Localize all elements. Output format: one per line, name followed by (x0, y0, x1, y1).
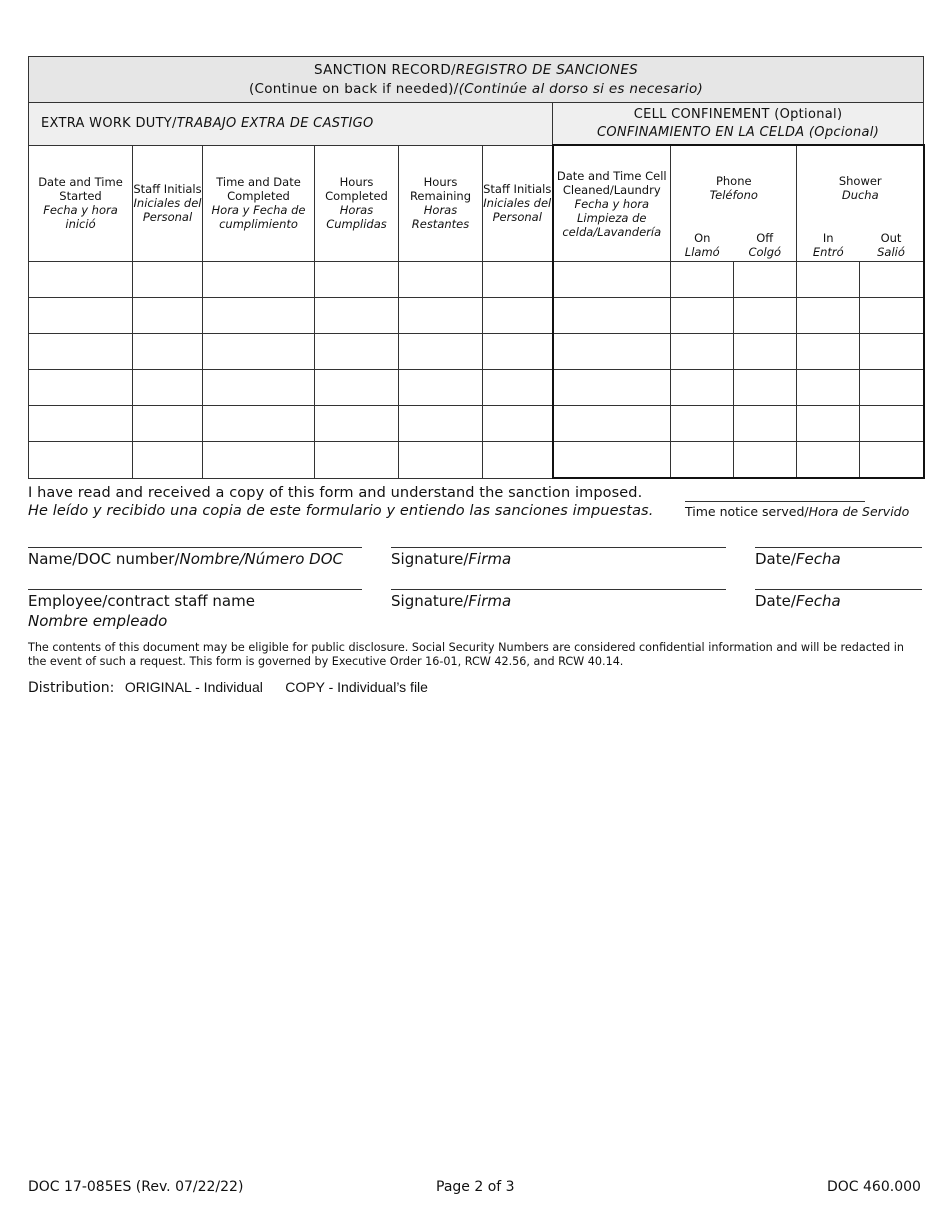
cell-input[interactable] (29, 298, 133, 334)
table-row (29, 442, 924, 479)
cell-input[interactable] (399, 298, 483, 334)
cell-input[interactable] (133, 370, 203, 406)
distribution-line: Distribution: ORIGINAL - Individual COPY - Individual’s file (28, 679, 428, 696)
cell-input[interactable] (315, 262, 399, 298)
cell-input[interactable] (133, 298, 203, 334)
cell-input[interactable] (399, 406, 483, 442)
acknowledgement-text: I have read and received a copy of this form and understand the sanction imposed. He leído y recibido una copia de este formulario y entiendo las sanciones impuestas. (28, 485, 654, 519)
header-shower-in: Shower Ducha In Entró (797, 145, 860, 262)
header-shower: Shower Ducha (838, 174, 882, 202)
table-row (29, 406, 924, 442)
cell-input[interactable] (553, 442, 671, 479)
cell-input[interactable] (29, 370, 133, 406)
cell-input[interactable] (860, 298, 924, 334)
cell-input[interactable] (399, 262, 483, 298)
cell-input[interactable] (734, 406, 797, 442)
table-row (29, 298, 924, 334)
sanction-record-table (28, 56, 925, 479)
table-title: SANCTION RECORD/REGISTRO DE SANCIONES (Continue on back if needed)/(Continúe al dorso si es necesario) (29, 57, 924, 103)
cell-input[interactable] (203, 406, 315, 442)
cell-input[interactable] (671, 442, 734, 479)
cell-input[interactable] (399, 334, 483, 370)
name-doc-number-line[interactable] (28, 547, 362, 548)
page-number: Page 2 of 3 (436, 1179, 515, 1195)
header-hours-completed: Hours Completed Horas Cumplidas (315, 145, 399, 262)
cell-input[interactable] (203, 262, 315, 298)
cell-input[interactable] (860, 442, 924, 479)
signature-label-1: Signature/Firma (391, 550, 512, 568)
cell-input[interactable] (315, 442, 399, 479)
signature-line-2[interactable] (391, 589, 726, 590)
cell-input[interactable] (483, 334, 553, 370)
cell-input[interactable] (797, 442, 860, 479)
cell-input[interactable] (797, 334, 860, 370)
cell-input[interactable] (399, 442, 483, 479)
cell-input[interactable] (797, 262, 860, 298)
form-number: DOC 17-085ES (Rev. 07/22/22) (28, 1179, 244, 1195)
cell-input[interactable] (203, 334, 315, 370)
cell-input[interactable] (671, 334, 734, 370)
cell-input[interactable] (483, 406, 553, 442)
header-shower-out: Out Salió (860, 145, 924, 262)
cell-input[interactable] (133, 406, 203, 442)
cell-input[interactable] (797, 298, 860, 334)
cell-input[interactable] (133, 334, 203, 370)
time-notice-served-label: Time notice served/Hora de Servido (685, 504, 910, 519)
header-hours-remaining: Hours Remaining Horas Restantes (399, 145, 483, 262)
header-phone: Phone Teléfono (709, 174, 758, 202)
cell-input[interactable] (860, 370, 924, 406)
cell-input[interactable] (133, 442, 203, 479)
signature-line-1[interactable] (391, 547, 726, 548)
header-phone-off: Off Colgó (734, 145, 797, 262)
cell-input[interactable] (734, 298, 797, 334)
cell-input[interactable] (315, 370, 399, 406)
date-line-1[interactable] (755, 547, 922, 548)
table-row (29, 334, 924, 370)
cell-input[interactable] (399, 370, 483, 406)
employee-name-label: Employee/contract staff name Nombre empleado (28, 592, 255, 630)
disclosure-notice: The contents of this document may be eligible for public disclosure. Social Security Numbers are considered confidential information and will be redacted in the event of such a request. This form is governed by Executive Order 16-01, RCW 42.56, and RCW 40.14. (28, 641, 904, 668)
cell-input[interactable] (203, 442, 315, 479)
cell-input[interactable] (553, 298, 671, 334)
employee-name-line[interactable] (28, 589, 362, 590)
cell-input[interactable] (671, 406, 734, 442)
cell-input[interactable] (203, 370, 315, 406)
table-row (29, 370, 924, 406)
cell-input[interactable] (553, 262, 671, 298)
cell-input[interactable] (29, 442, 133, 479)
name-doc-number-label: Name/DOC number/Nombre/Número DOC (28, 550, 344, 568)
signature-label-2: Signature/Firma (391, 592, 512, 610)
cell-confinement-section: CELL CONFINEMENT (Optional) CONFINAMIENTO EN LA CELDA (Opcional) (553, 103, 924, 146)
cell-input[interactable] (29, 334, 133, 370)
cell-input[interactable] (734, 262, 797, 298)
cell-input[interactable] (553, 334, 671, 370)
cell-input[interactable] (860, 334, 924, 370)
extra-work-duty-section: EXTRA WORK DUTY/TRABAJO EXTRA DE CASTIGO (29, 103, 553, 146)
cell-input[interactable] (483, 370, 553, 406)
cell-input[interactable] (553, 370, 671, 406)
cell-input[interactable] (671, 370, 734, 406)
date-label-2: Date/Fecha (755, 592, 841, 610)
cell-input[interactable] (315, 298, 399, 334)
cell-input[interactable] (734, 442, 797, 479)
cell-input[interactable] (553, 406, 671, 442)
policy-number: DOC 460.000 (827, 1179, 921, 1195)
cell-input[interactable] (315, 334, 399, 370)
cell-input[interactable] (797, 406, 860, 442)
date-label-1: Date/Fecha (755, 550, 841, 568)
header-staff-initials-2: Staff Initials Iniciales del Personal (483, 145, 553, 262)
cell-input[interactable] (29, 406, 133, 442)
cell-input[interactable] (483, 298, 553, 334)
cell-input[interactable] (203, 298, 315, 334)
cell-input[interactable] (671, 298, 734, 334)
table-row (29, 262, 924, 298)
cell-input[interactable] (734, 334, 797, 370)
cell-input[interactable] (860, 262, 924, 298)
cell-input[interactable] (734, 370, 797, 406)
cell-input[interactable] (797, 370, 860, 406)
time-notice-served-line[interactable] (685, 501, 865, 502)
cell-input[interactable] (29, 262, 133, 298)
cell-input[interactable] (483, 262, 553, 298)
header-phone-on: Phone Teléfono On Llamó (671, 145, 734, 262)
header-date-started: Date and Time Started Fecha y hora inició (29, 145, 133, 262)
header-time-completed: Time and Date Completed Hora y Fecha de cumplimiento (203, 145, 315, 262)
cell-input[interactable] (483, 442, 553, 479)
cell-input[interactable] (315, 406, 399, 442)
header-cell-cleaned: Date and Time Cell Cleaned/Laundry Fecha y hora Limpieza de celda/Lavandería (553, 145, 671, 262)
cell-input[interactable] (133, 262, 203, 298)
cell-input[interactable] (860, 406, 924, 442)
date-line-2[interactable] (755, 589, 922, 590)
cell-input[interactable] (671, 262, 734, 298)
header-staff-initials-1: Staff Initials Iniciales del Personal (133, 145, 203, 262)
